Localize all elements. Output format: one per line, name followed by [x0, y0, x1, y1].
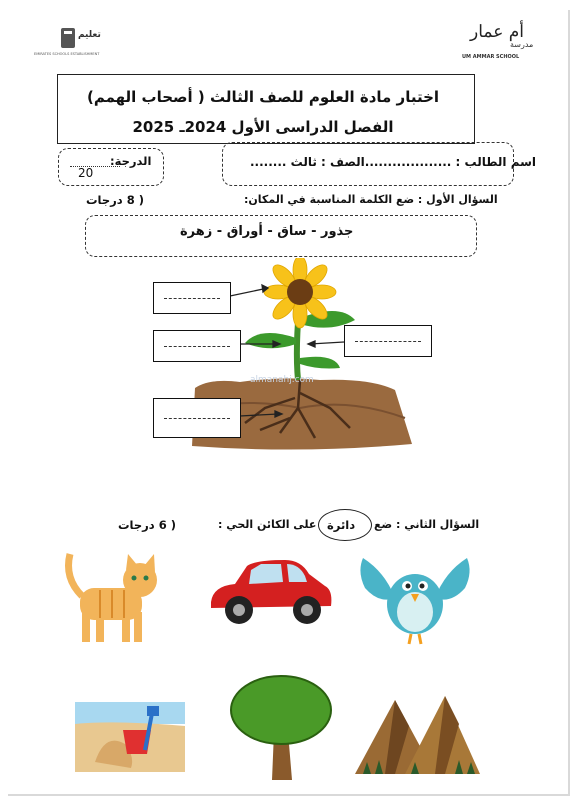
question2-heading-a: السؤال الثاني : ضع	[374, 518, 480, 531]
right-logo-name: أم عمار	[470, 22, 525, 42]
question2-marks: ( 6 درجات	[118, 518, 176, 532]
grade-line	[70, 166, 120, 167]
cat-icon[interactable]	[60, 548, 170, 648]
label-box-stem[interactable]	[153, 330, 241, 362]
right-logo-english: UM AMMAR SCHOOL	[462, 54, 520, 60]
car-icon[interactable]	[205, 556, 335, 636]
left-logo-caption: تعليم	[78, 30, 101, 40]
semester-title: الفصل الدراسى الأول 2024ـ 2025	[132, 118, 394, 136]
watermark: almanahj.com	[250, 375, 314, 385]
question1-marks: ( 8 درجات	[86, 193, 144, 207]
label-box-roots[interactable]	[153, 398, 241, 438]
label-box-flower[interactable]	[153, 282, 231, 314]
grade-label: الدرجة:	[110, 154, 152, 168]
left-logo-subcaption: EMIRATES SCHOOLS ESTABLISHMENT	[34, 52, 100, 56]
label-box-leaves[interactable]	[344, 325, 432, 357]
question1-heading: السؤال الأول : ضع الكلمة المناسبة في المكان:	[244, 193, 498, 206]
school-logo-left	[34, 26, 106, 62]
school-logo-right	[462, 22, 547, 64]
grade-total: 20	[78, 166, 94, 180]
tree-icon[interactable]	[226, 672, 336, 782]
exam-title: اختبار مادة العلوم للصف الثالث ( أصحاب الهمم)	[86, 88, 440, 106]
mountains-icon[interactable]	[355, 690, 480, 780]
sand-bucket-icon[interactable]	[75, 702, 185, 772]
student-name-field[interactable]: اسم الطالب : ...................الصف : ثالث ........	[250, 155, 537, 169]
circled-word: دائرة	[327, 518, 356, 532]
word-bank: جذور - ساق - أوراق - زهرة	[180, 224, 354, 239]
question2-heading-b: على الكائن الحي :	[218, 518, 317, 531]
right-logo-sub: مدرسة	[510, 40, 534, 49]
bird-icon[interactable]	[355, 548, 475, 648]
